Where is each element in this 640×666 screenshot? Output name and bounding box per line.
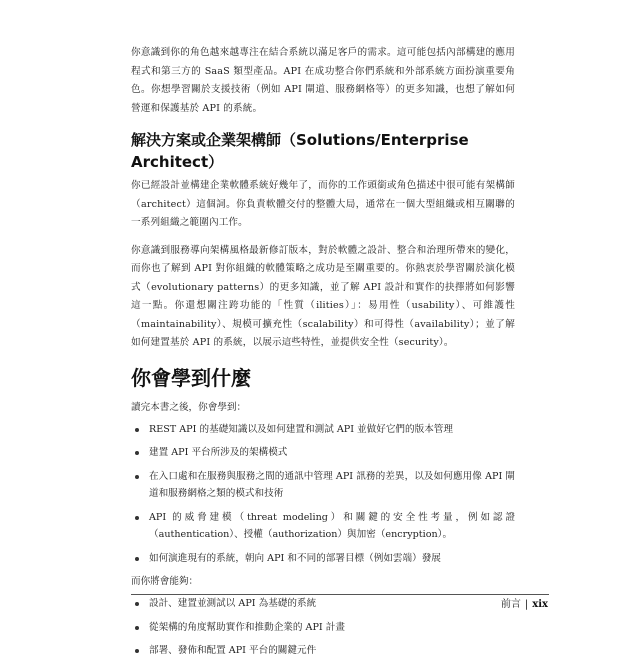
section-heading: 解決方案或企業架構師（Solutions/Enterprise Architect） — [131, 131, 469, 171]
learn-list — [131, 421, 515, 568]
learn-intro: 讀完本書之後，你會學到： — [131, 401, 247, 413]
list-item: 部署、發佈和配置 API 平台的關鍵元件 — [131, 642, 515, 660]
intro-paragraph: 你意識到你的角色越來越專注在結合系統以滿足客戶的需求。這可能包括內部構建的應用程式和第三方的 SaaS 類型產品。API 在成功整合你們系統和外部系統方面扮演重要角色。你想學習關於支援技術（例如 API 閘道、服務網格等）的更多知識，也想了解如何營運和保護基於 API 的系統。 — [131, 47, 515, 114]
section-paragraph: 你已經設計並構建企業軟體系統好幾年了，而你的工作頭銜或角色描述中很可能有架構師（architect）這個詞。你負責軟體交付的整體大局，通常在一個大型組織或相互關聯的一系列組織之範圍內工作。 — [131, 180, 515, 228]
chapter-heading: 你會學到什麼 — [131, 365, 251, 390]
list-item: 從架構的角度幫助實作和推動企業的 API 計畫 — [131, 619, 515, 637]
list-item: REST API 的基礎知識以及如何建置和測試 API 並做好它們的版本管理 — [131, 421, 515, 439]
page-content — [131, 44, 515, 666]
list-item: 建置 API 平台所涉及的架構模式 — [131, 444, 515, 462]
section-paragraph: 你意識到服務導向架構風格最新修訂版本，對於軟體之設計、整合和治理所帶來的變化，而你也了解到 API 對你組織的軟體策略之成功是至關重要的。你熱衷於學習關於演化模式（evolutionary patterns）的更多知識，並了解 API 設計和實作的抉擇將如何影響這一點。你還想關注跨功能的「性質（ilities）」：易用性（usability）、可維護性（maintainability）、規模可擴充性（scalability）和可得性（availability）；並了解如何建置基於 API 的系統，以展示這些特性，並提供安全性（security）。 — [131, 244, 515, 348]
bullet-icon — [135, 602, 139, 606]
bullet-icon — [135, 516, 139, 520]
bullet-icon — [135, 475, 139, 479]
bullet-icon — [135, 649, 139, 653]
footer-separator: | — [524, 599, 529, 610]
list-item: API 的威脅建模（threat modeling）和關鍵的安全性考量，例如認證（authentication）、授權（authorization）與加密（encryption）。 — [131, 509, 515, 544]
list-item: 在入口處和在服務與服務之間的通訊中管理 API 訊務的差異，以及如何應用像 API 閘道和服務網格之類的模式和技術 — [131, 468, 515, 503]
list-item: 設計、建置並測試以 API 為基礎的系統 — [131, 595, 515, 613]
footer-rule — [131, 594, 549, 595]
list-item: 如何演進現有的系統，朝向 API 和不同的部署目標（例如雲端）發展 — [131, 550, 515, 568]
page-footer — [501, 598, 548, 612]
bullet-icon — [135, 626, 139, 630]
bullet-icon — [135, 557, 139, 561]
bullet-icon — [135, 428, 139, 432]
bullet-icon — [135, 451, 139, 455]
able-intro: 而你將會能夠： — [131, 576, 199, 587]
able-list — [131, 595, 515, 660]
footer-section-label: 前言 — [500, 599, 521, 610]
page-number: xix — [532, 599, 548, 610]
